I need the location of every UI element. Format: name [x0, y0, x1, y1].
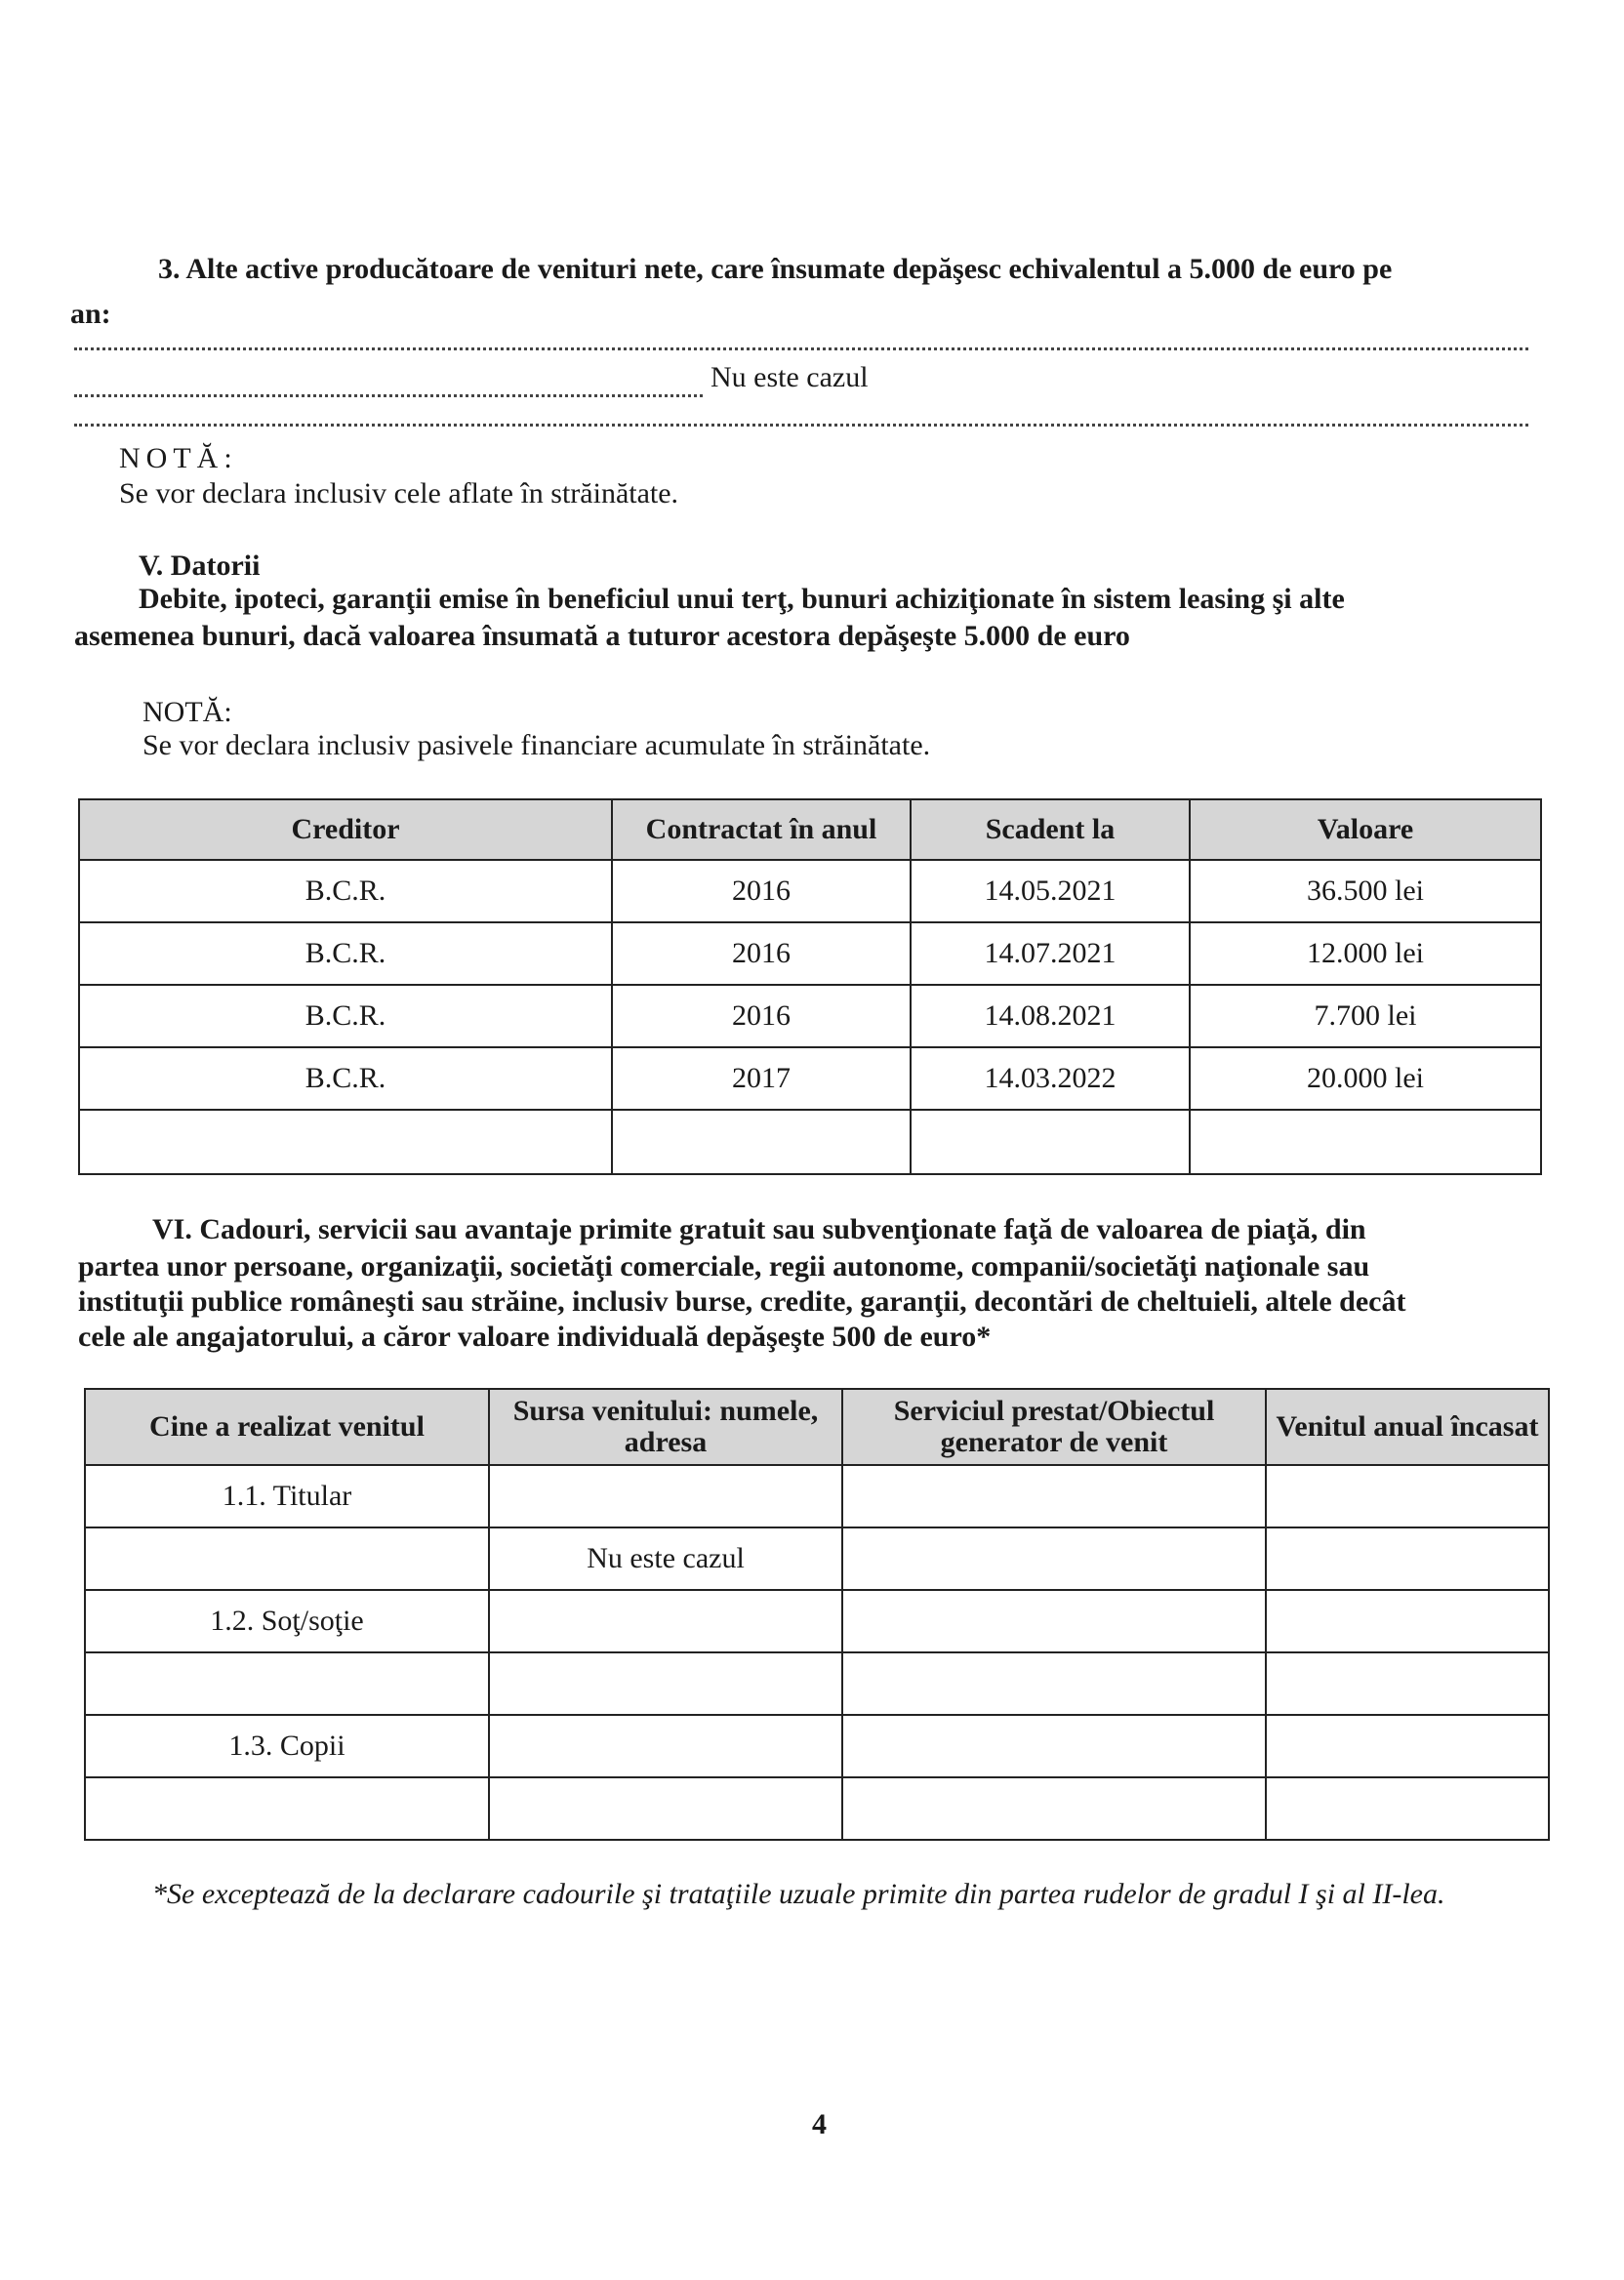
cell-due	[911, 1110, 1190, 1174]
sectionV-desc: Debite, ipoteci, garanţii emise în beneficiul unui terţ, bunuri achiziţionate în sistem leasing şi alte	[139, 583, 1345, 615]
sectionVI-text-line1: VI. Cadouri, servicii sau avantaje primite gratuit sau subvenţionate faţă de valoarea de piaţă, din	[152, 1213, 1366, 1245]
section3-title-cont: an:	[70, 298, 111, 330]
cell-earner: 1.2. Soţ/soţie	[85, 1590, 489, 1652]
cell-income	[1266, 1465, 1549, 1527]
cell-service	[842, 1652, 1266, 1715]
cell-earner	[85, 1777, 489, 1840]
sectionV-nota-text: Se vor declara inclusiv pasivele financiare acumulate în străinătate.	[142, 729, 931, 761]
cell-service	[842, 1590, 1266, 1652]
cell-due: 14.07.2021	[911, 922, 1190, 985]
table-row	[85, 1777, 1549, 1840]
cell-due: 14.05.2021	[911, 860, 1190, 922]
cell-year: 2017	[612, 1047, 911, 1110]
cell-due: 14.03.2022	[911, 1047, 1190, 1110]
header-contract-year: Contractat în anul	[612, 799, 911, 860]
dotted-line	[74, 418, 1528, 427]
cell-value: 7.700 lei	[1190, 985, 1541, 1047]
cell-service	[842, 1527, 1266, 1590]
cell-value: 12.000 lei	[1190, 922, 1541, 985]
header-income-source: Sursa venitului: numele, adresa	[489, 1389, 842, 1465]
cell-value: 20.000 lei	[1190, 1047, 1541, 1110]
table-row	[79, 922, 1541, 985]
cell-creditor: B.C.R.	[79, 1047, 612, 1110]
cell-earner: 1.3. Copii	[85, 1715, 489, 1777]
cell-due: 14.08.2021	[911, 985, 1190, 1047]
debts-table	[78, 798, 1542, 1175]
section3-title: 3. Alte active producătoare de venituri nete, care însumate depăşesc echivalentul a 5.000 de euro pe	[158, 253, 1393, 285]
cell-earner	[85, 1652, 489, 1715]
table-row	[79, 985, 1541, 1047]
table-row	[79, 1110, 1541, 1174]
section3-nota-text: Se vor declara inclusiv cele aflate în străinătate.	[119, 477, 679, 509]
footnote: *Se exceptează de la declarare cadourile şi trataţiile uzuale primite din partea rudelor de gradul I şi al II-lea.	[152, 1878, 1445, 1910]
cell-source	[489, 1715, 842, 1777]
section3-nota-label: NOTĂ:	[119, 442, 238, 474]
gifts-table-header	[85, 1389, 1549, 1465]
cell-income	[1266, 1777, 1549, 1840]
cell-source	[489, 1777, 842, 1840]
cell-value	[1190, 1110, 1541, 1174]
cell-year: 2016	[612, 860, 911, 922]
sectionVI-text-line2: partea unor persoane, organizaţii, societăţi comerciale, regii autonome, companii/societăţi naţionale sau	[78, 1250, 1370, 1282]
header-income-earner: Cine a realizat venitul	[85, 1389, 489, 1465]
cell-income	[1266, 1715, 1549, 1777]
sectionV-nota-label: NOTĂ:	[142, 696, 232, 728]
cell-creditor: B.C.R.	[79, 985, 612, 1047]
sectionVI-text-line3: instituţii publice româneşti sau străine, inclusiv burse, credite, garanţii, decontări de cheltuieli, altele decât	[78, 1285, 1406, 1318]
cell-creditor	[79, 1110, 612, 1174]
sectionV-heading: V. Datorii	[139, 550, 261, 582]
header-value: Valoare	[1190, 799, 1541, 860]
page-number: 4	[812, 2108, 827, 2140]
table-row	[85, 1652, 1549, 1715]
table-row	[85, 1590, 1549, 1652]
header-annual-income: Venitul anual încasat	[1266, 1389, 1549, 1465]
cell-source: Nu este cazul	[489, 1527, 842, 1590]
header-creditor: Creditor	[79, 799, 612, 860]
table-row	[85, 1527, 1549, 1590]
cell-source	[489, 1590, 842, 1652]
cell-year: 2016	[612, 922, 911, 985]
gifts-table	[84, 1388, 1550, 1841]
header-service-object: Serviciul prestat/Obiectul generator de venit	[842, 1389, 1266, 1465]
debts-table-header	[79, 799, 1541, 860]
cell-creditor: B.C.R.	[79, 922, 612, 985]
table-row	[79, 860, 1541, 922]
table-row	[85, 1715, 1549, 1777]
sectionVI-text-line4: cele ale angajatorului, a căror valoare individuală depăşeşte 500 de euro*	[78, 1321, 992, 1353]
sectionV-desc-cont: asemenea bunuri, dacă valoarea însumată a tuturor acestora depăşeşte 5.000 de euro	[74, 620, 1130, 652]
cell-service	[842, 1715, 1266, 1777]
cell-source	[489, 1652, 842, 1715]
cell-income	[1266, 1527, 1549, 1590]
cell-earner	[85, 1527, 489, 1590]
cell-year: 2016	[612, 985, 911, 1047]
cell-income	[1266, 1590, 1549, 1652]
table-row	[79, 1047, 1541, 1110]
cell-source	[489, 1465, 842, 1527]
cell-income	[1266, 1652, 1549, 1715]
cell-earner: 1.1. Titular	[85, 1465, 489, 1527]
cell-service	[842, 1777, 1266, 1840]
cell-value: 36.500 lei	[1190, 860, 1541, 922]
section3-status: Nu este cazul	[710, 361, 869, 393]
header-due-date: Scadent la	[911, 799, 1190, 860]
cell-creditor: B.C.R.	[79, 860, 612, 922]
table-row	[85, 1465, 1549, 1527]
cell-service	[842, 1465, 1266, 1527]
dotted-line	[74, 388, 703, 397]
dotted-line	[74, 342, 1528, 350]
cell-year	[612, 1110, 911, 1174]
